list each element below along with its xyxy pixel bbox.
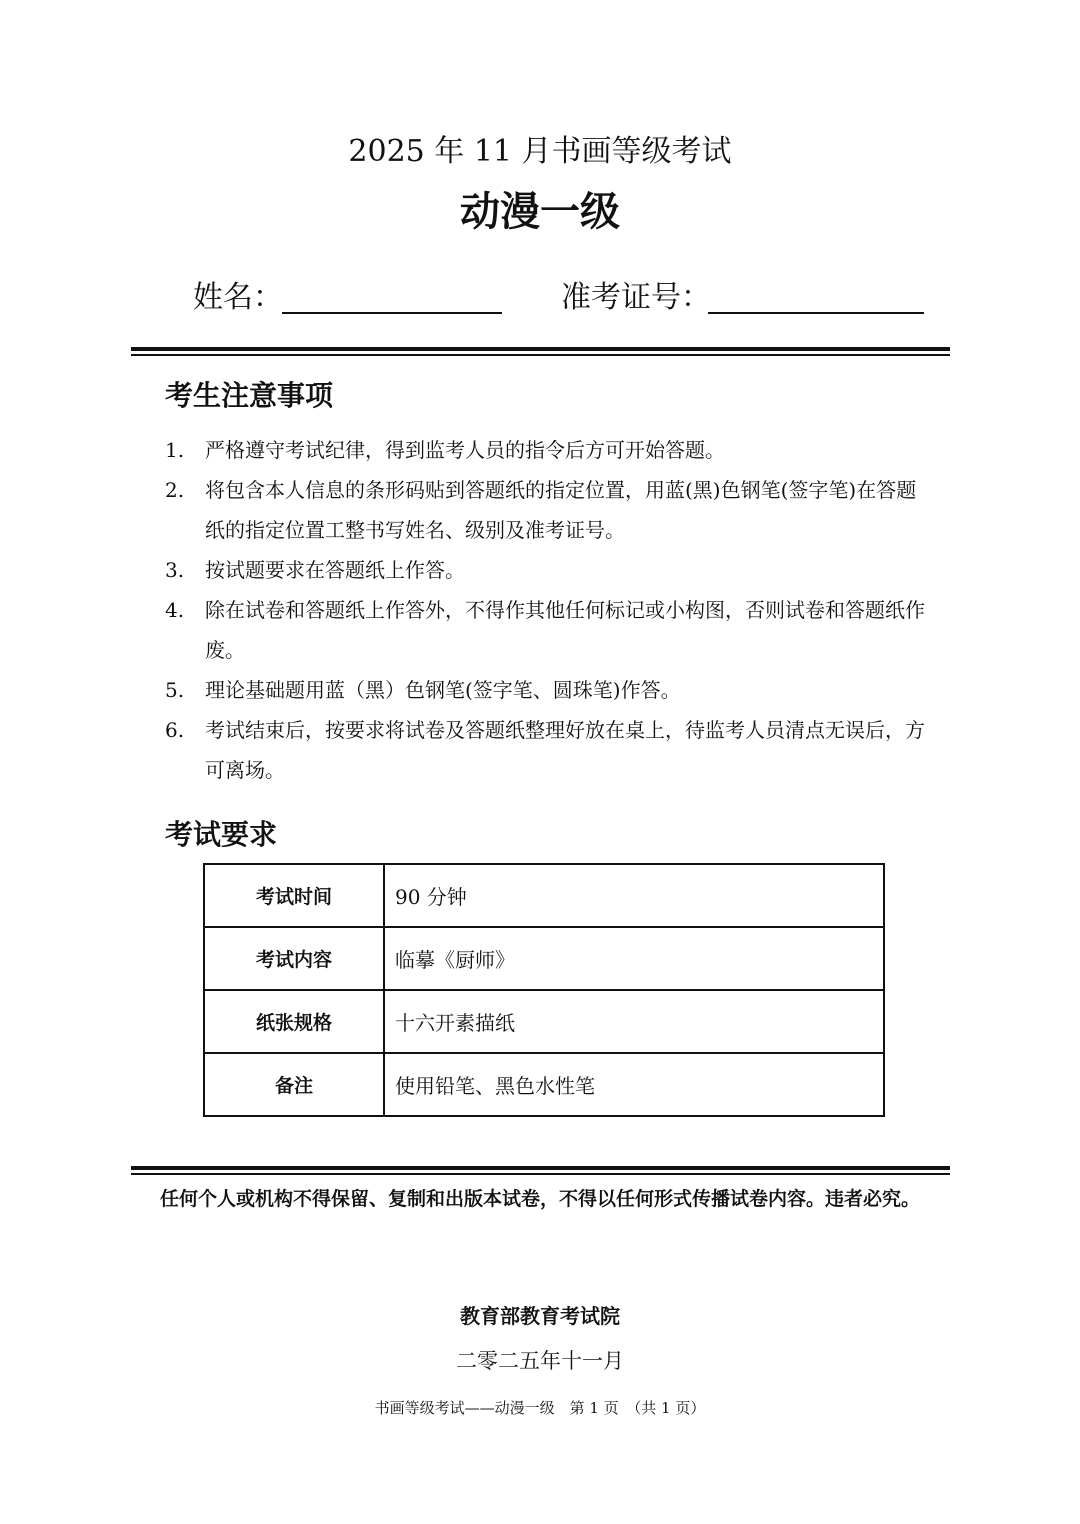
row-key: 备注 (204, 1053, 384, 1116)
row-key: 考试内容 (204, 927, 384, 990)
notice-number: 5. (165, 678, 185, 702)
notice-number: 2. (165, 478, 185, 502)
notice-number: 4. (165, 598, 185, 622)
notice-number: 6. (165, 718, 185, 742)
notice-text: 按试题要求在答题纸上作答。 (205, 558, 465, 582)
name-label: 姓名： (193, 280, 283, 315)
notice-item (165, 670, 935, 710)
notice-item (165, 710, 935, 790)
divider-top (131, 347, 950, 356)
table-row (204, 1053, 884, 1116)
row-value: 临摹《厨师》 (384, 927, 884, 990)
notice-text: 理论基础题用蓝（黑）色钢笔(签字笔、圆珠笔)作答。 (205, 678, 681, 702)
table-row (204, 864, 884, 927)
exam-id-blank (708, 312, 924, 314)
notice-item (165, 430, 935, 470)
exam-id-label: 准考证号： (561, 280, 711, 315)
notice-item (165, 590, 935, 670)
notice-text: 严格遵守考试纪律，得到监考人员的指令后方可开始答题。 (205, 438, 725, 462)
exam-level: 动漫一级 (460, 189, 620, 235)
page-footer: 书画等级考试——动漫一级 第 1 页 （共 1 页） (374, 1399, 706, 1417)
divider-bottom (131, 1166, 950, 1175)
row-key: 考试时间 (204, 864, 384, 927)
name-blank (282, 312, 502, 314)
issuer: 教育部教育考试院 (460, 1304, 620, 1328)
requirements-table (203, 863, 885, 1117)
notice-text: 将包含本人信息的条形码贴到答题纸的指定位置，用蓝(黑)色钢笔(签字笔)在答题纸的指定位置工整书写姓名、级别及准考证号。 (205, 478, 917, 542)
exam-title: 2025 年 11 月书画等级考试 (348, 134, 732, 169)
row-value: 十六开素描纸 (384, 990, 884, 1053)
notice-number: 3. (165, 558, 185, 582)
row-key: 纸张规格 (204, 990, 384, 1053)
requirements-heading: 考试要求 (165, 818, 278, 851)
table-row (204, 990, 884, 1053)
notice-text: 除在试卷和答题纸上作答外，不得作其他任何标记或小构图，否则试卷和答题纸作废。 (205, 598, 925, 662)
table-row (204, 927, 884, 990)
notice-item (165, 550, 935, 590)
notice-text: 考试结束后，按要求将试卷及答题纸整理好放在桌上，待监考人员清点无误后，方可离场。 (205, 718, 925, 782)
row-value: 90 分钟 (384, 864, 884, 927)
issue-date: 二零二五年十一月 (456, 1349, 624, 1373)
copyright-notice: 任何个人或机构不得保留、复制和出版本试卷，不得以任何形式传播试卷内容。违者必究。 (159, 1188, 920, 1210)
notices-heading: 考生注意事项 (165, 379, 334, 412)
notice-number: 1. (165, 438, 185, 462)
notice-item (165, 470, 935, 550)
row-value: 使用铅笔、黑色水性笔 (384, 1053, 884, 1116)
